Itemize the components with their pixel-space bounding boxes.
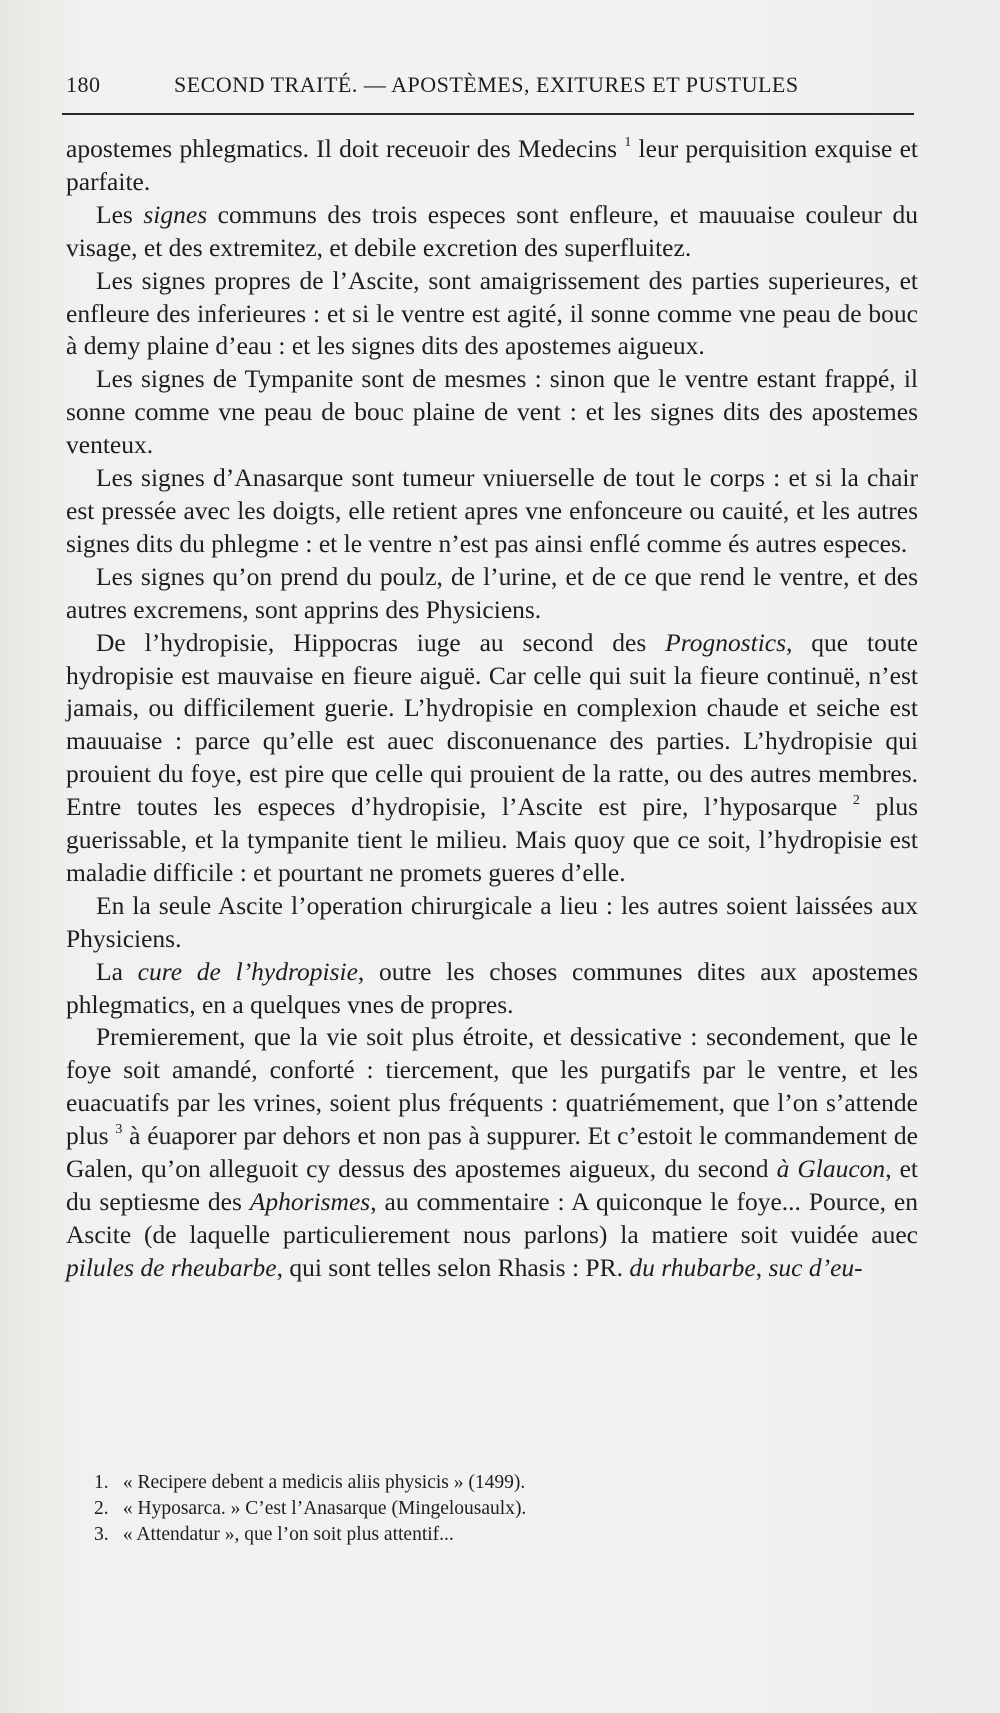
text-run: à éuaporer par dehors et non pas à suppurer. Et c’estoit le commandement de Galen, qu’on alleguoit cy dessus des apostemes aigueux, du second <box>66 1121 918 1184</box>
paragraph <box>66 1021 918 1284</box>
footnote-text: « Attendatur », que l’on soit plus attentif... <box>118 1524 454 1545</box>
text-run: La <box>96 956 138 986</box>
italic-text: pilules de rheubarbe <box>66 1252 277 1282</box>
running-title: SECOND TRAITÉ. — APOSTÈMES, EXITURES ET PUSTULES <box>174 72 799 97</box>
footnote-ref: 3 <box>115 1121 123 1137</box>
text-run: leur perquisition exquise et parfaite. <box>66 134 918 196</box>
footnote-ref: 1 <box>624 134 632 150</box>
text-run: , que toute hydropisie est mauvaise en fieure aiguë. Car celle qui suit la fieure continuë, n’est jamais, ou difficilement guerie. L’hydropisie en complexion chaude et seiche est mauuaise : parce qu’elle est auec disconuenance des parties. L’hydropisie qui prouient du foye, est pire que celle qui prouient de la ratte, ou des autres membres. Entre toutes les especes d’hydropisie, l’Ascite est pire, l’hyposarque <box>66 627 918 822</box>
footnote-text: « Hyposarca. » C’est l’Anasarque (Mingelousaulx). <box>118 1498 527 1519</box>
footnote <box>94 1496 894 1522</box>
text-run: Les signes qu’on prend du poulz, de l’urine, et de ce que rend le ventre, et des autres excremens, sont apprins des Physiciens. <box>66 561 918 624</box>
italic-text: Aphorismes <box>249 1187 371 1216</box>
text-run: Les signes propres de l’Ascite, sont amaigrissement des parties superieures, et enfleure des inferieures : et si le ventre est agité, il sonne comme vne peau de bouc à demy plaine d’eau : et les signes dits des apostemes aigueux. <box>66 265 918 361</box>
italic-text: Prognostics <box>665 627 787 657</box>
text-run: Les <box>96 199 144 229</box>
paragraph <box>66 890 918 956</box>
text-run: Premierement, que la vie soit plus étroite, et dessicative : secondement, que le foye soit amandé, conforté : tiercement, que les purgatifs par le ventre, et les euacuatifs par les vrines, soient plus fréquents : quatriémement, que l’on s’attende plus <box>66 1022 918 1151</box>
text-run: , qui sont telles selon Rhasis : PR. <box>276 1252 630 1282</box>
text-run: Les signes de Tympanite sont de mesmes : sinon que le ventre estant frappé, il sonne comme vne peau de bouc plaine de vent : et les signes dits des apostemes venteux. <box>66 364 918 460</box>
header-rule <box>62 113 914 115</box>
text-run: En la seule Ascite l’operation chirurgicale a lieu : les autres soient laissées aux Physiciens. <box>66 890 918 953</box>
paragraph <box>66 956 918 1022</box>
paragraph <box>66 265 918 364</box>
italic-text: à Glaucon <box>776 1154 886 1184</box>
body-text <box>66 133 918 1285</box>
footnote-number: 1. <box>94 1472 109 1493</box>
text-run: , <box>755 1252 769 1282</box>
italic-text: du rhubarbe <box>629 1252 756 1282</box>
text-run: communs des trois especes sont enfleure, et mauuaise couleur du visage, et des extremitez, et debile excretion des superfluitez. <box>66 199 918 262</box>
text-run: apostemes phlegmatics. Il doit receuoir des Medecins <box>66 134 625 163</box>
footnote <box>94 1522 894 1548</box>
text-run: , au commentaire : A quiconque le foye... Pource, en Ascite (de laquelle particulierement nous parlons) la matiere soit vuidée auec <box>66 1187 918 1249</box>
italic-text: cure de l’hydropisie <box>137 956 358 986</box>
text-run: plus guerissable, et la tympanite tient le milieu. Mais quoy que ce soit, l’hydropisie est maladie difficile : et pourtant ne promets gueres d’elle. <box>66 792 918 887</box>
footnote-text: « Recipere debent a medicis aliis physicis » (1499). <box>118 1472 526 1493</box>
page-number: 180 <box>66 72 101 97</box>
paragraph <box>66 627 918 890</box>
text-run: Les signes d’Anasarque sont tumeur vniuerselle de tout le corps : et si la chair est pressée avec les doigts, elle retient apres vne enfonceure ou cauité, et les autres signes dits du phlegme : et le ventre n’est pas ainsi enflé comme és autres especes. <box>66 463 918 558</box>
footnote <box>94 1470 894 1496</box>
text-run: , outre les choses communes dites aux apostemes phlegmatics, en a quelques vnes de propres. <box>66 956 918 1019</box>
footnote-number: 2. <box>94 1498 109 1519</box>
text-run: , et du septiesme des <box>66 1154 918 1216</box>
italic-text: suc d’eu- <box>768 1252 863 1282</box>
italic-text: signes <box>143 199 208 229</box>
footnotes <box>94 1470 894 1548</box>
paragraph <box>66 561 918 627</box>
paragraph <box>66 199 918 265</box>
footnote-number: 3. <box>94 1524 109 1545</box>
paragraph <box>66 363 918 462</box>
text-run: De l’hydropisie, Hippocras iuge au second des <box>96 627 666 657</box>
paragraph <box>66 462 918 561</box>
footnote-ref: 2 <box>852 792 860 808</box>
paragraph <box>66 133 918 199</box>
